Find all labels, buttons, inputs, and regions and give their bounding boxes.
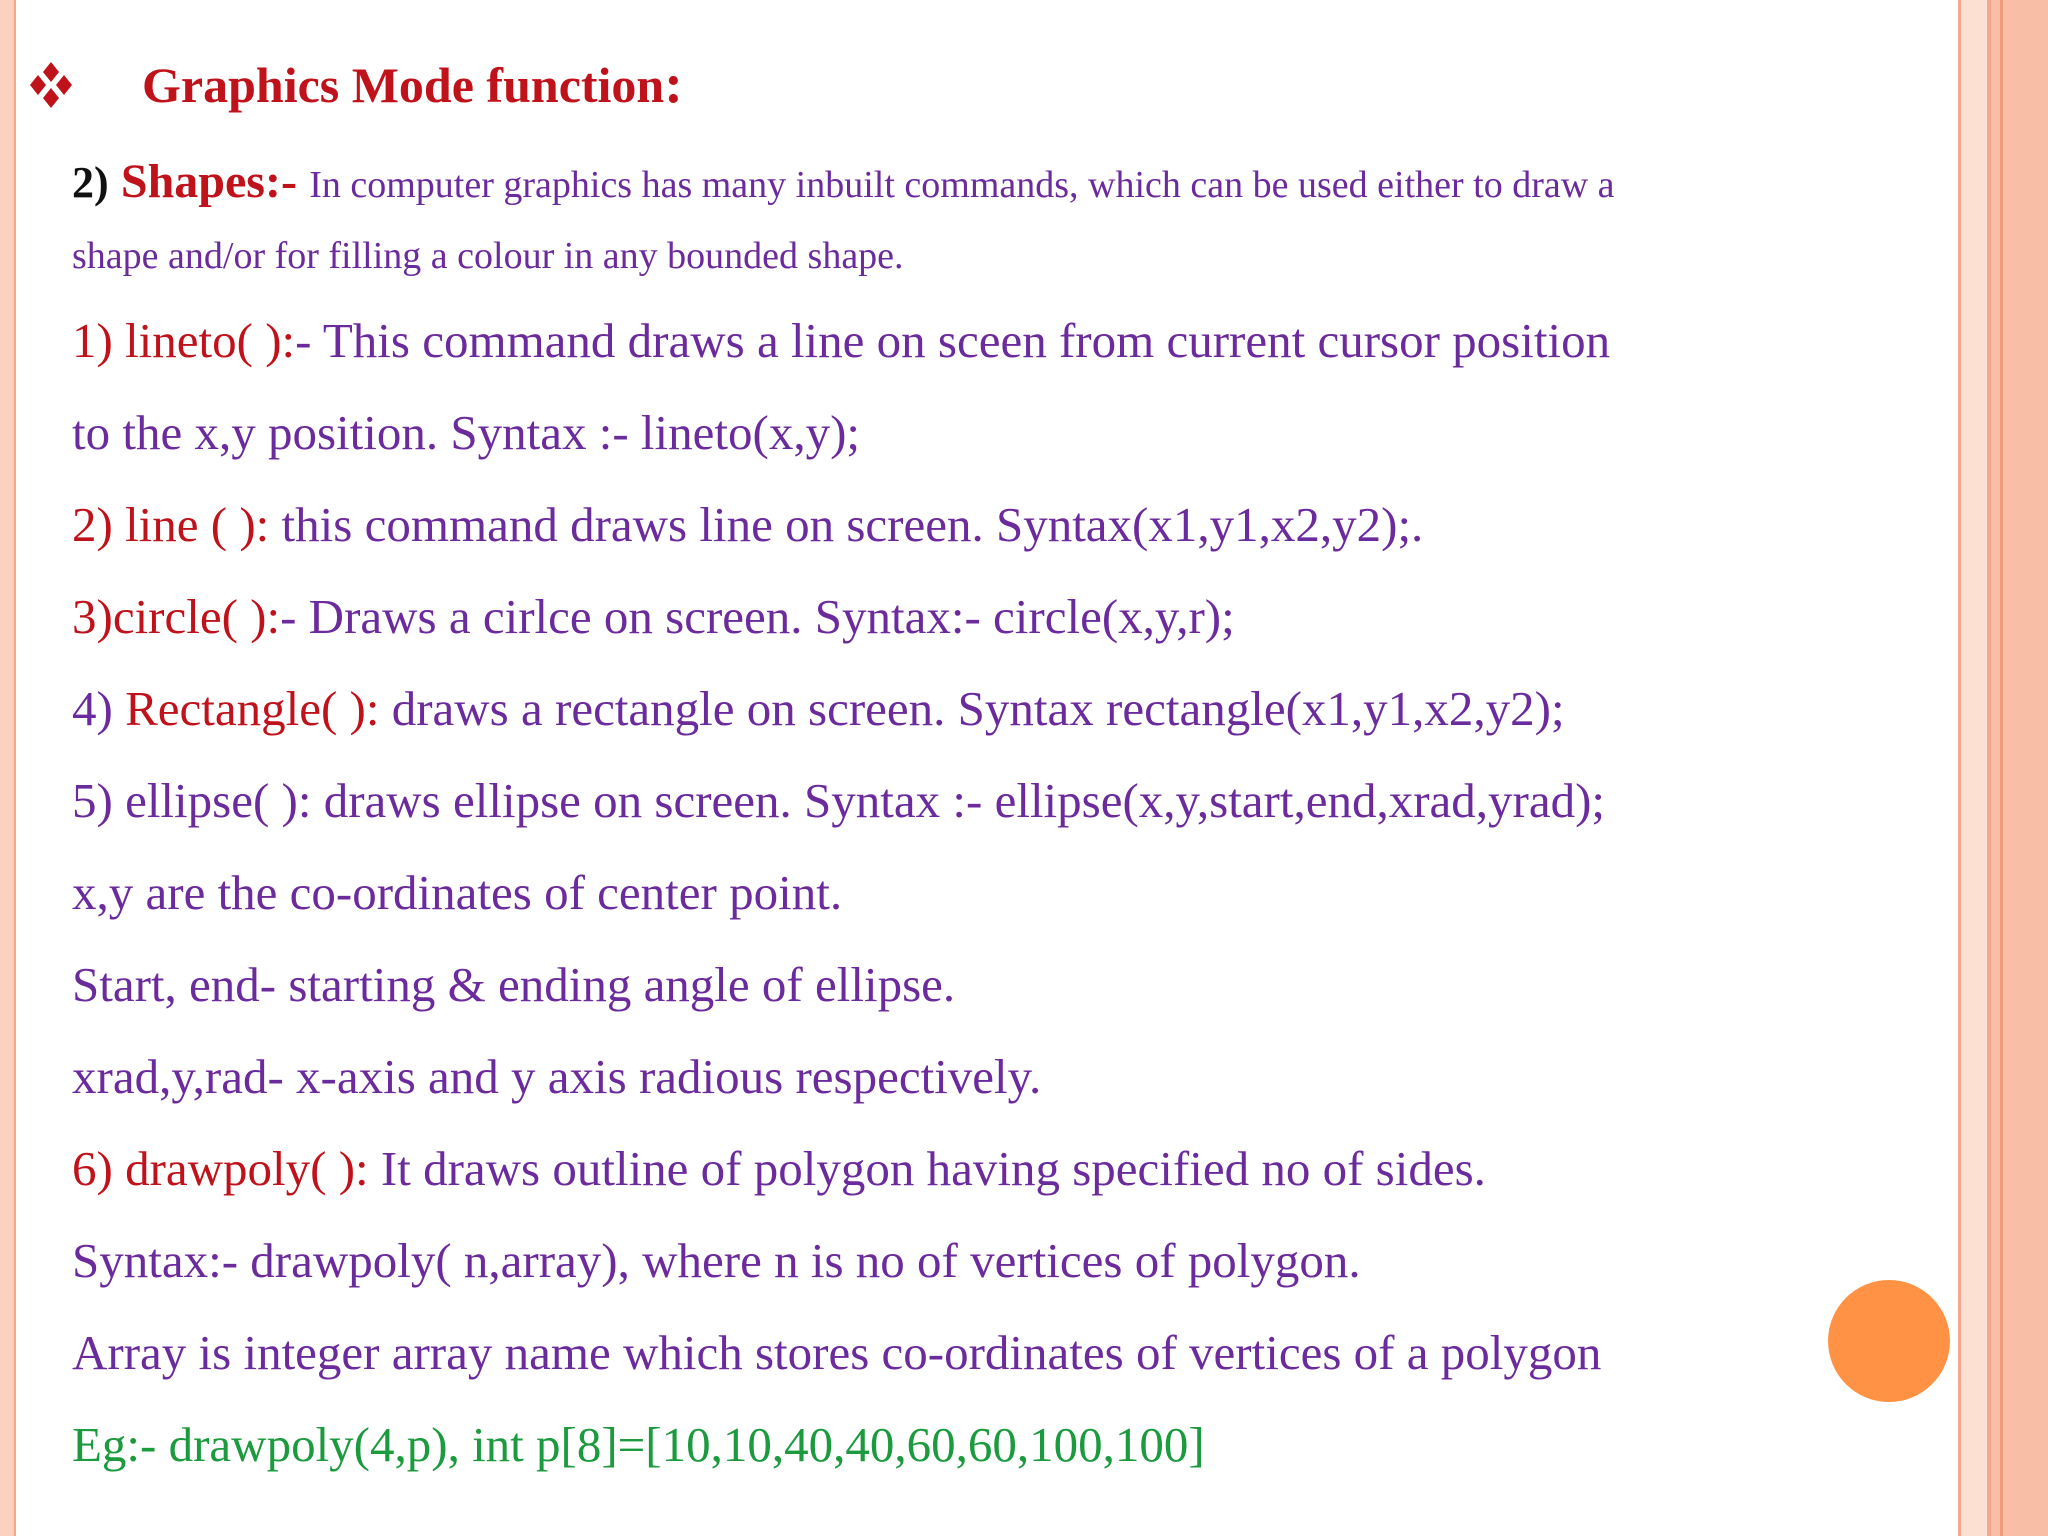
right-border-line-outer: [2000, 0, 2003, 1536]
right-border-band: [1961, 0, 1987, 1536]
circle-label: 3)circle( ):: [72, 589, 281, 644]
heading-colon: :: [664, 53, 683, 115]
line-label: 2) line ( ):: [72, 497, 270, 552]
ellipse-line-2: x,y are the co-ordinates of center point.: [72, 865, 843, 920]
left-border-line: [14, 0, 16, 1536]
line-item: [72, 496, 1423, 553]
ellipse-line-1: 5) ellipse( ): draws ellipse on screen. Syntax :- ellipse(x,y,start,end,xrad,yrad);: [72, 773, 1606, 828]
drawpoly-line-2: Syntax:- drawpoly( n,array), where n is no of vertices of polygon.: [72, 1233, 1361, 1288]
circle-item: [72, 588, 1235, 645]
ellipse-line-3: Start, end- starting & ending angle of ellipse.: [72, 957, 956, 1012]
lineto-line-2: to the x,y position. Syntax :- lineto(x,y);: [72, 405, 861, 460]
orange-circle-marker: [1828, 1280, 1950, 1402]
drawpoly-text-1: It draws outline of polygon having specified no of sides.: [368, 1141, 1486, 1196]
rectangle-text: draws a rectangle on screen. Syntax rectangle(x1,y1,x2,y2);: [379, 681, 1565, 736]
rectangle-number: 4): [72, 681, 126, 736]
left-border-decoration: [0, 0, 14, 1536]
drawpoly-line-3: Array is integer array name which stores co-ordinates of vertices of a polygon: [72, 1325, 1602, 1380]
lineto-label: 1) lineto( ):: [72, 313, 296, 368]
drawpoly-label: 6) drawpoly( ):: [72, 1141, 369, 1196]
heading-text: Graphics Mode function: [142, 57, 665, 113]
intro-title: Shapes:-: [120, 155, 297, 208]
ellipse-line-4: xrad,y,rad- x-axis and y axis radious respectively.: [72, 1049, 1042, 1104]
four-diamond-bullet-icon: [26, 60, 76, 110]
rectangle-item: [72, 680, 1565, 737]
circle-text: - Draws a cirlce on screen. Syntax:- circle(x,y,r);: [280, 589, 1235, 644]
rectangle-label: Rectangle( ):: [125, 681, 380, 736]
lineto-text-1: - This command draws a line on sceen from current cursor position: [295, 313, 1611, 368]
example-line: Eg:- drawpoly(4,p), int p[8]=[10,10,40,40,60,60,100,100]: [72, 1417, 1205, 1472]
intro-line-1: [72, 152, 1615, 209]
lineto-line-1: [72, 312, 1610, 369]
intro-line-2: shape and/or for filling a colour in any bounded shape.: [72, 235, 904, 277]
drawpoly-line-1: [72, 1140, 1486, 1197]
line-text: this command draws line on screen. Syntax(x1,y1,x2,y2);.: [269, 497, 1424, 552]
slide-heading: [142, 52, 683, 116]
intro-text-1: In computer graphics has many inbuilt commands, which can be used either to draw a: [309, 164, 1615, 206]
intro-number: 2): [72, 158, 109, 207]
